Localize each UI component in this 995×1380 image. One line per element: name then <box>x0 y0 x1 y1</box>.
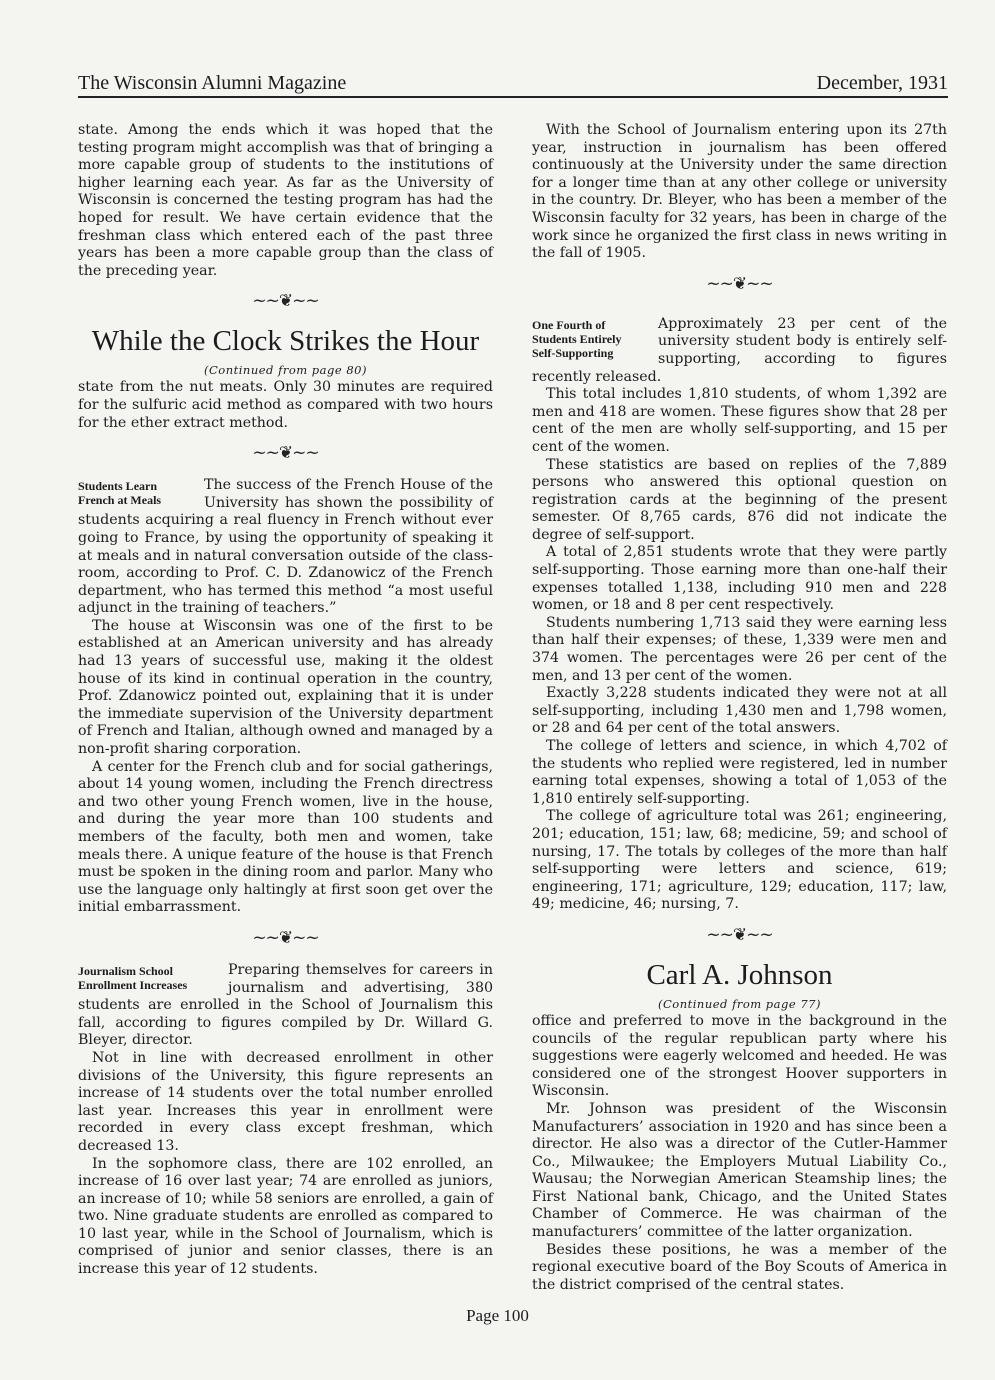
journalism-paragraph: Preparing themselves for careers in journalism and advertising, 380 students are enrolled in the School of Journalism this fall, according to figures compiled by Dr. Willard G. Bleyer, director. <box>78 961 493 1049</box>
self-supporting-paragraph: A total of 2,851 students wrote that they were partly self-supporting. Those earning more than one-half their expenses totalled 1,138, including 910 men and 228 women, or 18 and 8 per cent respectively. <box>532 544 947 614</box>
journalism-article <box>78 962 493 1279</box>
ornament-divider: ~~❦~~ <box>706 273 773 294</box>
french-house-article <box>78 477 493 917</box>
issue-date: December, 1931 <box>816 72 948 94</box>
self-supporting-paragraph: The college of letters and science, in which 4,702 of the students who replied were registered, led in number earning total expenses, showing a total of 1,053 of the 1,810 entirely self-supporting. <box>532 738 947 807</box>
intro-paragraph: state. Among the ends which it was hoped that the testing program might accomplish was that of bringing a more capable group of students to the institutions of higher learning each year. As far as the University of Wisconsin is concerned the testing program has had the hoped for result. We have certain evidence that the freshman class which entered each of the past three years has been a more capable group than the class of the preceding year. <box>78 122 493 279</box>
johnson-paragraph: Mr. Johnson was president of the Wisconsin Manufacturers’ association in 1920 and has since been a director. He also was a director of the Cutler-Hammer Co., Milwaukee; the Employers Mutual Liability Co., Wausau; the Norwegian American Steamship lines; the First National bank, Chicago, and the United States Chamber of Commerce. He was chairman of the manufacturers’ committee of the latter organization. <box>532 1100 947 1241</box>
self-supporting-paragraph: The college of agriculture total was 261; engineering, 201; education, 151; law, 68; medicine, 59; and school of nursing, 17. The totals by colleges of the more than half self-supporting were letters and science, 619; engineering, 171; agriculture, 129; education, 117; law, 49; medicine, 46; nursing, 7. <box>532 808 947 913</box>
clock-continued-note: (Continued from page 80) <box>204 363 367 378</box>
johnson-paragraph: Besides these positions, he was a member of the regional executive board of the Boy Scouts of America in the district comprised of the central states. <box>532 1241 947 1293</box>
self-supporting-paragraph: These statistics are based on replies of the 7,889 persons who answered this optional question on registration cards at the beginning of the present semester. Of 8,765 cards, 876 did not indicate the degree of self-support. <box>532 456 947 543</box>
french-paragraph: A center for the French club and for social gatherings, about 14 young women, including the French directress and two other young French women, live in the house, and during the year more than 100 students and members of the faculty, both men and women, take meals there. A unique feature of the house is that French must be spoken in the dining room and parlor. Many who use the language only haltingly at first soon get over the initial embarrassment. <box>78 758 493 916</box>
johnson-continued-note: (Continued from page 77) <box>658 996 821 1011</box>
french-paragraph: The success of the French House of the University has shown the possibility of students acquiring a real fluency in French without ever going to France, by using the opportunity of speaking it at meals and in natural conversation outside of the class-room, according to Prof. C. D. Zdanowicz of the French department, who has termed this method “a most useful adjunct in the training of teachers.” <box>78 477 493 617</box>
johnson-article-title: Carl A. Johnson <box>646 958 833 991</box>
ornament-divider: ~~❦~~ <box>252 927 319 948</box>
ornament-divider: ~~❦~~ <box>252 443 319 464</box>
ornament-divider: ~~❦~~ <box>706 924 773 945</box>
self-supporting-paragraph: Exactly 3,228 students indicated they were not at all self-supporting, including 1,430 men and 1,798 women, or 28 and 64 per cent of the total answers. <box>532 685 947 737</box>
johnson-paragraph: office and preferred to move in the background in the councils of the regular republican party where his suggestions were eagerly welcomed and heeded. He was considered one of the strongest Hoover supporters in Wisconsin. <box>532 1012 947 1100</box>
right-column <box>532 122 947 1294</box>
french-paragraph: The house at Wisconsin was one of the first to be established at an American university and has already had 13 years of successful use, making it the oldest house of its kind in continual operation in the country, Prof. Zdanowicz pointed out, explaining that it is under the immediate supervision of the University department of French and Italian, although owned and managed by a non-profit sharing corporation. <box>78 617 493 758</box>
french-side-heading: Students Learn French at Meals <box>78 479 162 508</box>
left-column <box>78 122 493 1279</box>
clock-paragraph: state from the nut meats. Only 30 minutes are required for the sulfuric acid method as compared with two hours for the ether extract method. <box>78 379 493 431</box>
journalism-paragraph: In the sophomore class, there are 102 enrolled, an increase of 16 over last year; 74 are enrolled as juniors, an increase of 10; while 58 seniors are enrolled, a gain of two. Nine graduate students are enrolled as compared to 10 last year, while in the School of Journalism, which is comprised of junior and senior classes, there is an increase this year of 12 students. <box>78 1155 493 1278</box>
self-supporting-paragraph: Approximately 23 per cent of the university student body is entirely self-supporting, according to figures recently released. <box>532 315 947 385</box>
magazine-title: The Wisconsin Alumni Magazine <box>78 72 347 94</box>
clock-article-title: While the Clock Strikes the Hour <box>91 325 480 358</box>
page-number: Page 100 <box>466 1306 529 1325</box>
self-supporting-article <box>532 316 947 914</box>
self-supporting-side-heading: One Fourth of Students Entirely Self-Supporting <box>532 317 622 360</box>
journalism-continued-paragraph: With the School of Journalism entering upon its 27th year, instruction in journalism has been offered continuously at the University under the same direction for a longer time than at any other college or university in the country. Dr. Bleyer, who has been a member of the Wisconsin faculty for 32 years, has been in charge of the work since he organized the first class in news writing in the fall of 1905. <box>532 122 947 262</box>
running-header <box>78 70 948 98</box>
journalism-side-heading: Journalism School Enrollment Increases <box>78 963 188 992</box>
journalism-paragraph: Not in line with decreased enrollment in other divisions of the University, this figure represents an increase of 14 students over the total number enrolled last year. Increases this year in enrollment were recorded in every class except freshman, which decreased 13. <box>78 1049 493 1154</box>
self-supporting-paragraph: This total includes 1,810 students, of whom 1,392 are men and 418 are women. These figures show that 28 per cent of the men are wholly self-supporting, and 15 per cent of the women. <box>532 386 947 455</box>
ornament-divider: ~~❦~~ <box>252 291 319 312</box>
self-supporting-paragraph: Students numbering 1,713 said they were earning less than half their expenses; of these, 1,339 were men and 374 women. The percentages were 26 per cent of the men, and 13 per cent of the women. <box>532 614 947 684</box>
